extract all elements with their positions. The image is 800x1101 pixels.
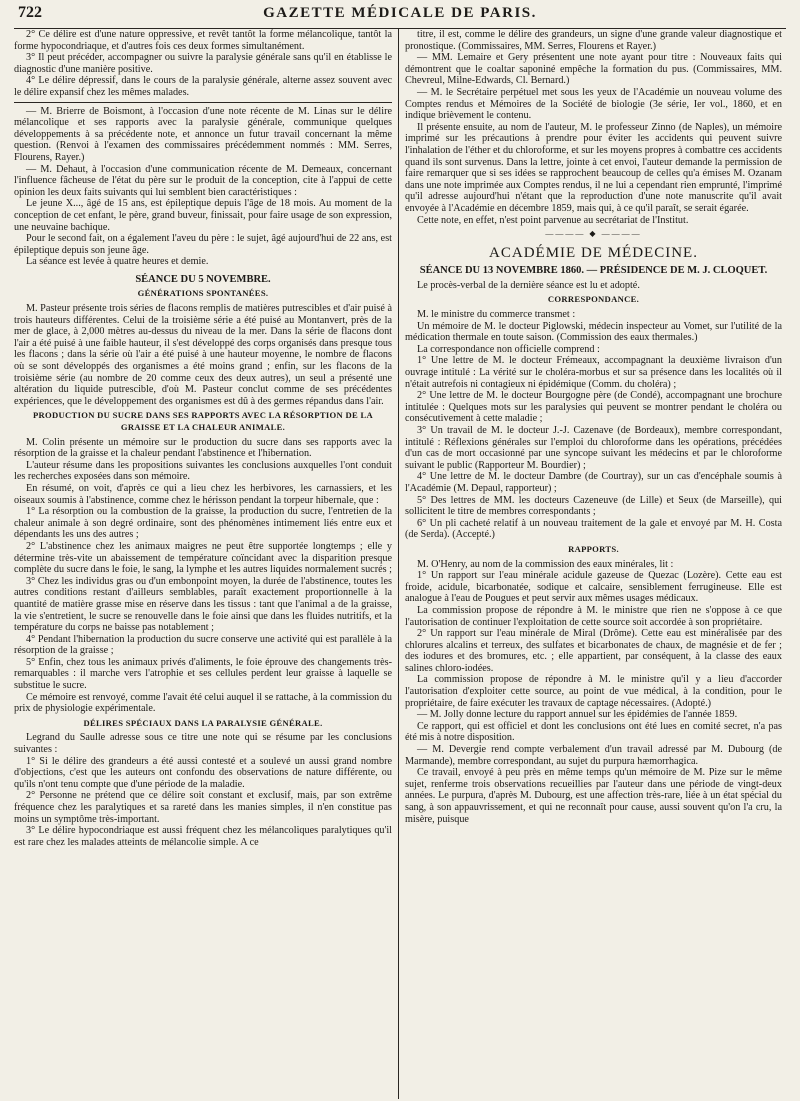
paragraph: Pour le second fait, on a également l'aveu du père : le sujet, âgé aujourd'hui de 22 ans, est épileptique depuis son jeune âge. [14, 233, 392, 256]
ornament-divider: ———— ◆ ———— [545, 229, 642, 239]
paragraph: En résumé, on voit, d'après ce qui a lieu chez les herbivores, les carnassiers, et les oiseaux soumis à l'abstinence, comme chez le hérisson pendant la torpeur hibernale, que : [14, 482, 392, 506]
paragraph: titre, il est, comme le délire des grandeurs, un signe d'une grande valeur diagnostique et pronostique. (Commissaires, MM. Serres, Flourens et Rayer.) [405, 29, 782, 52]
right-column [398, 29, 782, 1099]
paragraph: — M. Dehaut, à l'occasion d'une communication récente de M. Demeaux, concernant l'influence fâcheuse de l'état du père sur le produit de la conception, cite à l'appui de cette opinion les deux faits suivants qui lui semblent bien caractéristiques : [14, 163, 392, 198]
paragraph: Il présente ensuite, au nom de l'auteur, M. le professeur Zinno (de Naples), un mémoire imprimé sur les précautions à prendre pour éviter les accidents qui peuvent suivre l'inhalation de l'éther et du chloroforme, et sur les moyens propres à combattre ces accidents quand ils sont survenus. Dans la lettre, jointe à cet envoi, l'auteur demande la permission de faire remarquer que si ses idées se rapprochent beaucoup de celles qu'a émises M. Ozanam dans une note imprimée aux Comptes rendus, il ne lui a cependant rien emprunté, l'imprimé qu'il adresse aujourd'hui n'étant que la reproduction d'une note manuscrite qu'il avait envoyée à l'Académie en décembre 1859, mais qui, à ce qu'il paraît, se serait égarée. [405, 121, 782, 214]
paragraph: La séance est levée à quatre heures et demie. [26, 256, 209, 268]
paragraph: Cette note, en effet, n'est point parvenue au secrétariat de l'Institut. [417, 214, 689, 226]
running-title: GAZETTE MÉDICALE DE PARIS. [263, 5, 537, 21]
paragraph: 2° Une lettre de M. le docteur Bourgogne père (de Condé), accompagnant une brochure intitulée : Quelques mots sur les paralysies qui peuvent se montrer pendant le choléra ou consécutivement à cette maladie ; [405, 390, 782, 425]
paragraph: — M. le Secrétaire perpétuel met sous les yeux de l'Académie un nouveau volume des Comptes rendus et Mémoires de la Société de biologie (3e série, Ier vol., 1860, et en indique brièvement le contenu. [405, 86, 782, 122]
page-number: 722 [18, 4, 42, 21]
paragraph: 5° Enfin, chez tous les animaux privés d'aliments, le foie éprouve des changements très-remarquables : il marche vers l'atrophie et ses cellules perdent leur graisse à laquelle se substitue le sucre. [14, 656, 392, 692]
paragraph: 5° Des lettres de MM. les docteurs Cazeneuve (de Lille) et Seux (de Marseille), qui sollicitent le titre de membres correspondants ; [405, 494, 782, 518]
paragraph: M. Colin présente un mémoire sur le production du sucre dans ses rapports avec la résorption de la graisse et la chaleur pendant l'abstinence et l'hibernation. [14, 436, 392, 460]
paragraph: 2° Ce délire est d'une nature oppressive, et revêt tantôt la forme mélancolique, tantôt la forme hypocondriaque, et d'autres fois ces deux formes simultanément. [14, 29, 392, 52]
paragraph: 2° Un rapport sur l'eau minérale de Miral (Drôme). Cette eau est minéralisée par des chlorures alcalins et terreux, des sulfates et bicarbonates de chaux, de magnésie et de fer ; des iodures et des bromures, etc. ; elle appartient, par conséquent, à la classe des eaux salines chloro-iodées. [405, 628, 782, 674]
paragraph: 4° Le délire dépressif, dans le cours de la paralysie générale, alterne assez souvent avec le délire expansif chez les mêmes malades. [14, 75, 392, 98]
section-heading: DÉLIRES SPÉCIAUX DANS LA PARALYSIE GÉNÉRALE. [83, 717, 323, 728]
session-heading: SÉANCE DU 13 NOVEMBRE 1860. — PRÉSIDENCE DE M. J. CLOQUET. [419, 265, 768, 277]
paragraph: Un mémoire de M. le docteur Piglowski, médecin inspecteur au Vomet, sur l'utilité de la médication thermale en toute saison. (Commission des eaux thermales.) [405, 320, 782, 344]
paragraph: L'auteur résume dans les propositions suivantes les conclusions auxquelles l'ont conduit les recherches exposées dans son mémoire. [14, 459, 392, 483]
paragraph: Le jeune X..., âgé de 15 ans, est épileptique depuis l'âge de 18 mois. Au moment de la conception de cet enfant, le père, grand buveur, finissait, pour faire usage de son expression, une neuvaine bachique. [14, 198, 392, 233]
paragraph: 3° Le délire hypocondriaque est aussi fréquent chez les mélancoliques paralytiques qu'il est rare chez les malades atteints de mélancolie simple. A ce [14, 825, 392, 848]
paragraph: Ce mémoire est renvoyé, comme l'avait été celui auquel il se rattache, à la commission du prix de physiologie expérimentale. [14, 691, 392, 715]
two-column-body [14, 29, 786, 1099]
paragraph: M. Pasteur présente trois séries de flacons remplis de matières putrescibles et d'air puisé à trois hauteurs différentes. Celui de la troisième série a été puisé au Montanvert, près de la mer de glace, à 2,000 mètres au-dessus du niveau de la mer. Dans la série de flacons dont l'air a été puisé à une faible hauteur, il s'est développé des corps organisés dans presque tous les flacons ; dans la série où l'air a été puisé à une hauteur moyenne, le nombre de flacons où se sont développés des organismes a été moins grand ; enfin, sur les flacons de la troisième série (au nombre de 20 comme ceux des deux autres), un seul a présenté une altération du liquide putrescible, d'où M. Pasteur conclut comme de ses précédentes expériences, que le développement des organismes est dû à des germes répandus dans l'air. [14, 303, 392, 407]
divider [14, 102, 392, 103]
paragraph: 3° Un travail de M. le docteur J.-J. Cazenave (de Bordeaux), membre correspondant, intitulé : Réflexions générales sur l'emploi du chloroforme dans les opérations, précédées d'un cas de mort occasionné par une syncope suivant les médecins et par le chloroforme suivant le public (Rapporteur M. Bourdier) ; [405, 425, 782, 471]
section-heading: PRODUCTION DU SUCRE DANS SES RAPPORTS AVEC LA RÉSORPTION DE LA GRAISSE ET LA CHALEUR ANIMALE. [33, 410, 373, 432]
paragraph: — M. Brierre de Boismont, à l'occasion d'une note récente de M. Linas sur le délire mélancolique et ses rapports avec la paralysie générale, communique quelques développements à sa précédente note, et annonce un futur travail concernant la même question. (Renvoi à l'examen des commissaires précédemment nommés : MM. Serres, Flourens, Rayer.) [14, 105, 392, 163]
section-heading: RAPPORTS. [568, 543, 619, 554]
left-column [14, 29, 398, 1099]
paragraph: 3° Il peut précéder, accompagner ou suivre la paralysie générale sans qu'il en établisse le diagnostic d'une manière positive. [14, 52, 392, 75]
section-heading: GÉNÉRATIONS SPONTANÉES. [137, 288, 269, 299]
paragraph: 4° Une lettre de M. le docteur Dambre (de Courtray), sur un cas d'encéphale soumis à l'Académie (M. Depaul, rapporteur) ; [405, 471, 782, 494]
paragraph: M. le ministre du commerce transmet : [417, 309, 576, 321]
paragraph: 2° Personne ne prétend que ce délire soit constant et exclusif, mais, par son extrême fréquence chez les paralytiques et sa rareté dans les manies simples, il n'en constitue pas moins un symptôme très-important. [14, 790, 392, 825]
paragraph: Ce travail, envoyé à peu près en même temps qu'un mémoire de M. Pize sur le même sujet, renferme trois observations recueillies par l'auteur dans une période de vingt-deux années. Le purpura, d'après M. Dubourg, est une affection très-rare, liée à un état spécial du sang, à son appauvrissement, et qui ne reconnaît pour cause, aussi souvent qu'on l'a cru, la misère, puisque [405, 767, 782, 825]
paragraph: 3° Chez les individus gras ou d'un embonpoint moyen, la durée de l'abstinence, toutes les autres conditions restant d'ailleurs semblables, paraît exactement proportionnelle à la quantité de matière grasse mise en réserve dans les tissus : tant que l'animal a de la graisse, la vie s'entretient, le sucre se renouvelle dans le foie ainsi que dans les fluides nutritifs, et la température du corps ne baisse pas notablement ; [14, 575, 392, 634]
paragraph: 1° La résorption ou la combustion de la graisse, la production du sucre, l'entretien de la chaleur animale à son degré ordinaire, sont des phénomènes intimement liés entre eux et dépendants les uns des autres ; [14, 506, 392, 541]
paragraph: La correspondance non officielle comprend : [417, 343, 600, 355]
paragraph: La commission propose de répondre à M. le ministre que rien ne s'oppose à ce que l'autorisation de continuer l'exploitation de cette source soit accordée à son propriétaire. [405, 604, 782, 628]
paragraph: La commission propose de répondre à M. le ministre qu'il y a lieu d'accorder l'autorisation d'exploiter cette source, au point de vue médical, à la condition, pour le propriétaire, de faire exécuter les travaux de captage nécessaires. (Adopté.) [405, 674, 782, 709]
paragraph: Legrand du Saulle adresse sous ce titre une note qui se résume par les conclusions suivantes : [14, 732, 392, 756]
paragraph: Ce rapport, qui est officiel et dont les conclusions ont été lues en comité secret, n'a pas été mis à notre disposition. [405, 720, 782, 744]
paragraph: 1° Un rapport sur l'eau minérale acidule gazeuse de Quezac (Lozère). Cette eau est froide, acidule, bicarbonatée, sodique et calcaire, sensiblement ferrugineuse. Elle est analogue à l'eau de Pougues et peut servir aux mêmes usages médicaux. [405, 570, 782, 605]
academy-heading: ACADÉMIE DE MÉDECINE. [489, 244, 698, 261]
section-heading: CORRESPONDANCE. [547, 294, 640, 305]
paragraph: 1° Si le délire des grandeurs a été aussi contesté et a soulevé un aussi grand nombre d'objections, c'est que les auteurs ont confondu des observations de nature différente, ou qu'ils n'ont tenu compte que d'une période de la maladie. [14, 755, 392, 790]
paragraph: 4° Pendant l'hibernation la production du sucre conserve une activité qui est parallèle à la résorption de la graisse ; [14, 633, 392, 657]
paragraph: — MM. Lemaire et Gery présentent une note ayant pour titre : Nouveaux faits qui démontrent que le coaltar saponiné empêche la formation du pus. (Commissaires, MM. Chevreul, Milne-Edwards, Cl. Bernard.) [405, 52, 782, 87]
session-heading: SÉANCE DU 5 NOVEMBRE. [135, 273, 271, 285]
paragraph: Le procès-verbal de la dernière séance est lu et adopté. [417, 279, 640, 291]
paragraph: 1° Une lettre de M. le docteur Frémeaux, accompagnant la deuxième livraison d'un ouvrage intitulé : La vérité sur le choléra-morbus et sur sa présence dans les localités où il n'était autrefois ni contagieux ni épidémique (Comm. du choléra) ; [405, 355, 782, 390]
paragraph: M. O'Henry, au nom de la commission des eaux minérales, lit : [417, 558, 674, 570]
paragraph: — M. Jolly donne lecture du rapport annuel sur les épidémies de l'année 1859. [417, 709, 738, 721]
page-header [14, 4, 786, 29]
paragraph: 6° Un pli cacheté relatif à un nouveau traitement de la gale et envoyé par M. H. Costa (de Serda). (Accepté.) [405, 517, 782, 541]
paragraph: 2° L'abstinence chez les animaux maigres ne peut être supportée longtemps ; elle y détermine très-vite un abaissement de température coïncidant avec la disparition presque complète du sucre dans le foie, le sang, la lymphe et les autres liquides normalement sucrés ; [14, 540, 392, 576]
paragraph: — M. Devergie rend compte verbalement d'un travail adressé par M. Dubourg (de Marmande), membre correspondant, au sujet du purpura hæmorrhagica. [405, 744, 782, 767]
